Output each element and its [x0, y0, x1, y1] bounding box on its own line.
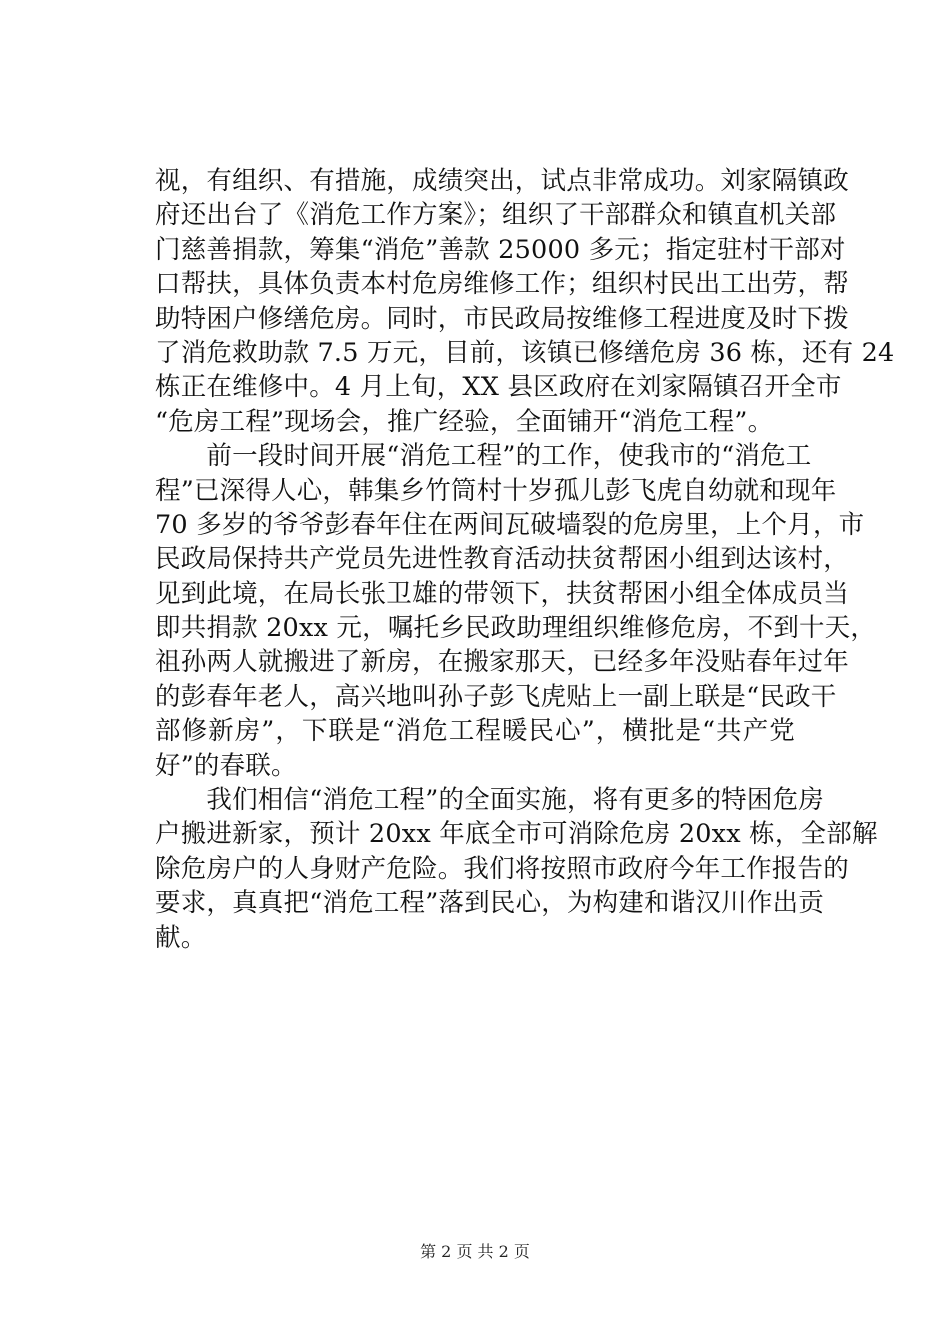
text-line: 献。 — [155, 922, 207, 953]
text-line: 除危房户的人身财产危险。我们将按照市政府今年工作报告的 — [155, 853, 849, 884]
page-number-footer: 第 2 页 共 2 页 — [420, 1242, 530, 1261]
text-line: 视，有组织、有措施，成绩突出，试点非常成功。刘家隔镇政 — [155, 166, 849, 196]
text-line: “危房工程”现场会，推广经验，全面铺开“消危工程”。 — [155, 406, 774, 437]
text-line: 民政局保持共产党员先进性教育活动扶贫帮困小组到达该村， — [155, 544, 849, 575]
text-line: 即共捐款 20xx 元，嘱托乡民政助理组织维修危房，不到十天， — [155, 613, 877, 644]
text-line: 门慈善捐款，筹集“消危”善款 25000 多元；指定驻村干部对 — [155, 234, 846, 265]
text-line: 我们相信“消危工程”的全面实施，将有更多的特困危房 — [155, 785, 824, 816]
text-line: 户搬进新家，预计 20xx 年底全市可消除危房 20xx 栋，全部解 — [155, 819, 878, 850]
text-line: 助特困户修缮危房。同时，市民政局按维修工程进度及时下拨 — [155, 303, 849, 334]
text-line: 见到此境，在局长张卫雄的带领下，扶贫帮困小组全体成员当 — [155, 578, 849, 609]
text-line: 栋正在维修中。4 月上旬，XX 县区政府在刘家隔镇召开全市 — [155, 372, 842, 403]
text-line: 程”已深得人心，韩集乡竹筒村十岁孤儿彭飞虎自幼就和现年 — [155, 475, 837, 506]
text-line: 好”的春联。 — [155, 750, 297, 781]
text-line: 前一段时间开展“消危工程”的工作，使我市的“消危工 — [155, 441, 812, 472]
text-line: 的彭春年老人，高兴地叫孙子彭飞虎贴上一副上联是“民政干 — [155, 681, 837, 712]
text-line: 要求，真真把“消危工程”落到民心，为构建和谐汉川作出贡 — [155, 888, 824, 919]
text-line: 了消危救助款 7.5 万元，目前，该镇已修缮危房 36 栋，还有 24 — [155, 337, 895, 368]
body-text — [155, 164, 895, 955]
text-line: 口帮扶，具体负责本村危房维修工作；组织村民出工出劳，帮 — [155, 269, 849, 300]
text-line: 70 多岁的爷爷彭春年住在两间瓦破墙裂的危房里，上个月，市 — [155, 509, 865, 540]
text-line: 祖孙两人就搬进了新房，在搬家那天，已经多年没贴春年过年 — [155, 647, 849, 678]
text-line: 部修新房”，下联是“消危工程暖民心”，横批是“共产党 — [155, 716, 795, 747]
text-line: 府还出台了《消危工作方案》；组织了干部群众和镇直机关部 — [155, 200, 837, 231]
